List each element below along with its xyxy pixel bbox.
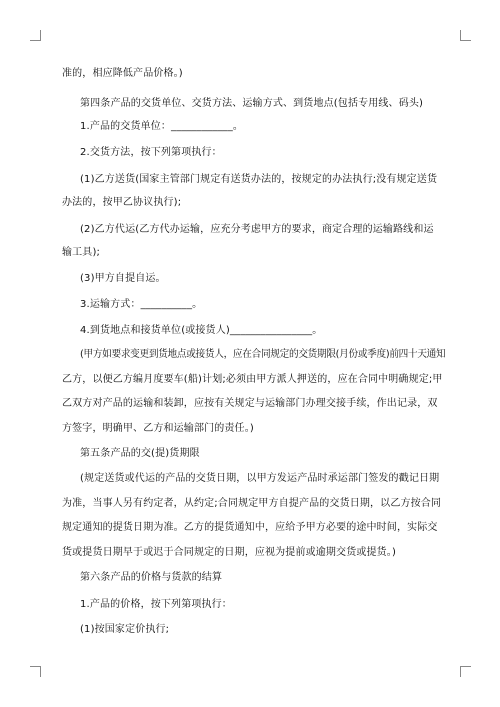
text-line: 1.产品的价格，按下列第项执行：	[80, 599, 232, 610]
text-line: 输工具);	[62, 247, 101, 258]
text-line: (规定送货或代运的产品的交货日期，以甲方发运产品时承运部门签发的戳记日期	[80, 473, 440, 484]
crop-mark-bottom-right	[460, 666, 471, 677]
text-line: 为准，当事人另有约定者，从约定;合同规定甲方自提产品的交货日期，以乙方按合同	[62, 498, 442, 509]
text-line: 准的，相应降低产品价格。)	[62, 68, 183, 79]
text-line: 乙方，以便乙方编月度要车(船)计划;必须由甲方派人押送的，应在合同中明确规定;甲	[62, 374, 443, 385]
text-line: 3.运输方式：__________。	[80, 299, 203, 310]
text-line: 2.交货方法，按下列第项执行：	[80, 147, 222, 158]
section-heading: 第四条产品的交货单位、交货方法、运输方式、到货地点(包括专用线、码头)	[80, 98, 424, 109]
text-line: 规定通知的提货日期为准。乙方的提货通知中，应给予甲方必要的途中时间，实际交	[62, 522, 438, 533]
crop-mark-top-left	[30, 30, 41, 41]
text-line: 货或提货日期早于或迟于合同规定的日期，应视为提前或逾期交货或提货。)	[62, 547, 397, 558]
text-line: 办法的，按甲乙协议执行);	[62, 197, 182, 208]
text-line: 1.产品的交货单位：____________。	[80, 121, 243, 132]
text-line: (3)甲方自提自运。	[80, 273, 166, 284]
text-line: (1)乙方送货(国家主管部门规定有送货办法的，按规定的办法执行;没有规定送货	[80, 174, 438, 185]
crop-mark-top-right	[460, 30, 471, 41]
text-line: (1)按国家定价执行;	[80, 624, 170, 635]
section-heading: 第五条产品的交(提)货期限	[80, 448, 200, 459]
text-line: (2)乙方代运(乙方代办运输，应充分考虑甲方的要求，商定合理的运输路线和运	[80, 224, 434, 235]
text-line: (甲方如要求变更到货地点或接货人，应在合同规定的交货期限(月份或季度)前四十天通知	[80, 349, 446, 360]
text-line: 方签字，明确甲、乙方和运输部门的责任。)	[62, 423, 254, 434]
text-line: 4.到货地点和接货单位(或接货人)________________。	[80, 325, 323, 336]
section-heading: 第六条产品的价格与货款的结算	[80, 572, 223, 583]
text-line: 乙双方对产品的运输和装卸，应按有关规定与运输部门办理交接手续，作出记录，双	[62, 398, 438, 409]
crop-mark-bottom-left	[30, 666, 41, 677]
